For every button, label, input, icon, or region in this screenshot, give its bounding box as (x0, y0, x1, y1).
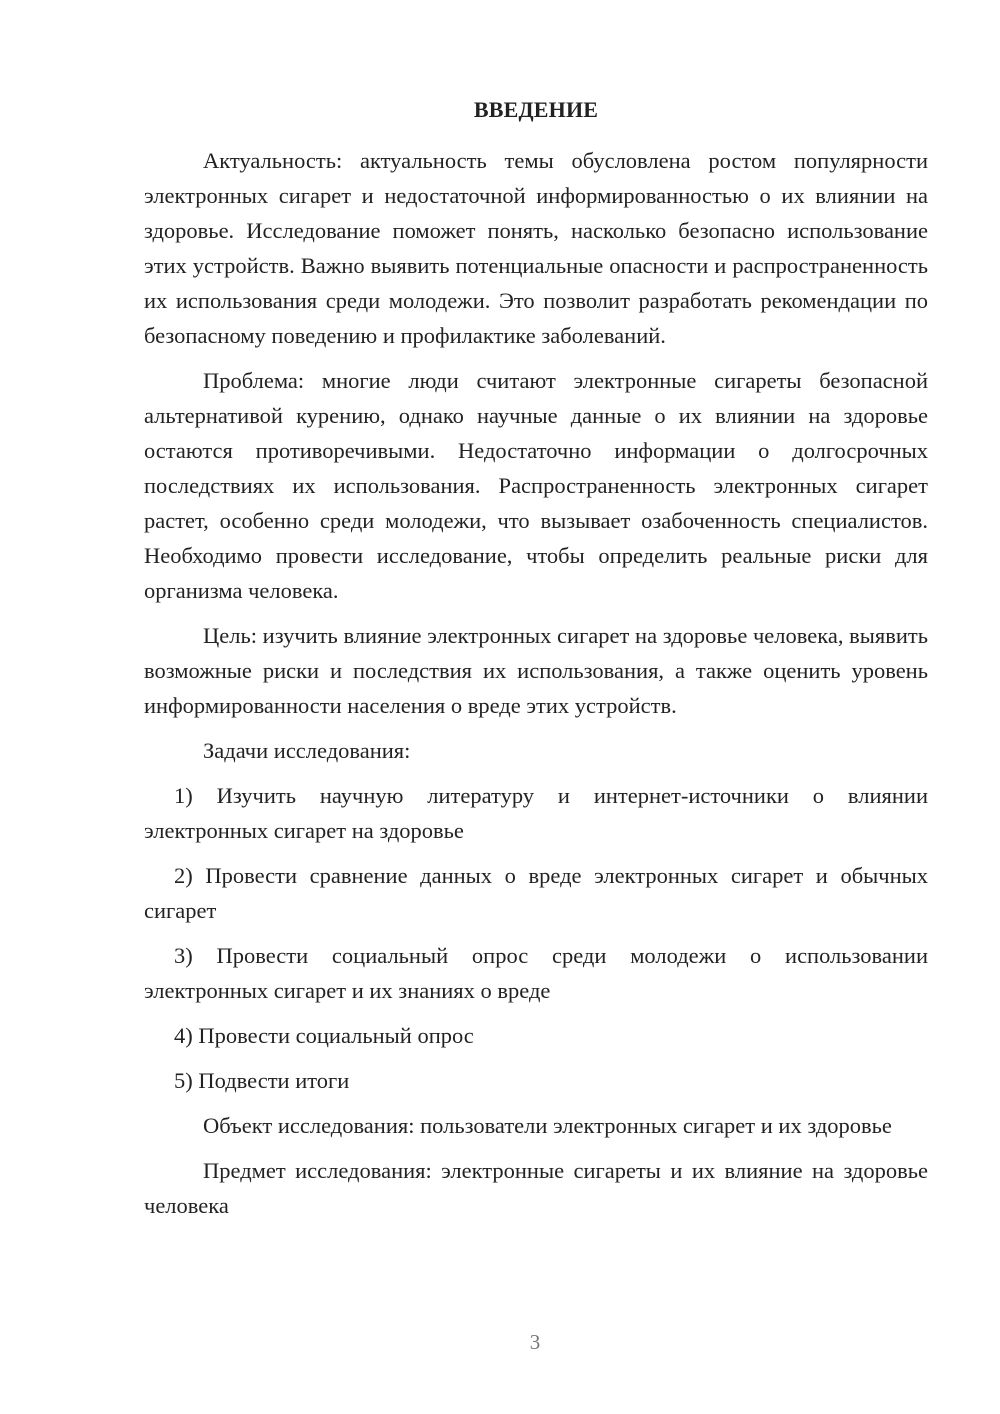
page-number: 3 (529, 1330, 541, 1354)
document-body (144, 92, 928, 1233)
paragraph-subject: Предмет исследования: электронные сигареты и их влияние на здоровье человека (144, 1158, 928, 1218)
tasks-heading: Задачи исследования: (203, 738, 411, 763)
paragraph-problem: Проблема: многие люди считают электронные сигареты безопасной альтернативой курению, однако научные данные о их влиянии на здоровье остаются противоречивыми. Недостаточно информации о долгосрочных последствиях их использования. Распространенность электронных сигарет растет, особенно среди молодежи, что вызывает озабоченность специалистов. Необходимо провести исследование, чтобы определить реальные риски для организма человека. (144, 368, 928, 603)
task-item: 3) Провести социальный опрос среди молодежи о использовании электронных сигарет и их знаниях о вреде (144, 943, 928, 1003)
paragraph-relevance: Актуальность: актуальность темы обусловлена ростом популярности электронных сигарет и недостаточной информированностью о их влиянии на здоровье. Исследование поможет понять, насколько безопасно использование этих устройств. Важно выявить потенциальные опасности и распространенность их использования среди молодежи. Это позволит разработать рекомендации по безопасному поведению и профилактике заболеваний. (144, 148, 928, 348)
paragraph-object: Объект исследования: пользователи электронных сигарет и их здоровье (203, 1113, 892, 1138)
task-item: 5) Подвести итоги (174, 1068, 350, 1093)
page-title: ВВЕДЕНИЕ (473, 97, 599, 122)
task-item: 4) Провести социальный опрос (174, 1023, 474, 1048)
paragraph-goal: Цель: изучить влияние электронных сигарет на здоровье человека, выявить возможные риски и последствия их использования, а также оценить уровень информированности населения о вреде этих устройств. (144, 623, 928, 718)
task-item: 2) Провести сравнение данных о вреде электронных сигарет и обычных сигарет (144, 863, 928, 923)
task-item: 1) Изучить научную литературу и интернет-источники о влиянии электронных сигарет на здоровье (144, 783, 928, 843)
